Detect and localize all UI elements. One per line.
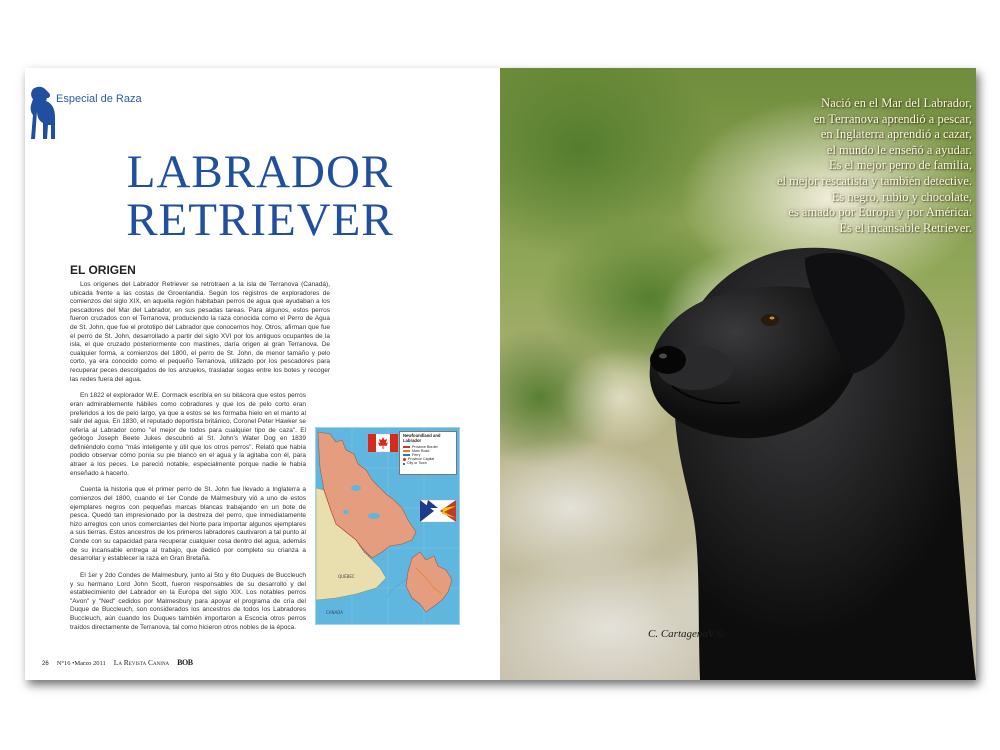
poem-line: Es el incansable Retriever. xyxy=(839,220,972,235)
poem-line: el mejor rescatista y también detective. xyxy=(776,173,972,188)
section-label: Especial de Raza xyxy=(56,93,142,105)
map-legend-title: Newfoundland and Labrador xyxy=(403,433,441,443)
photo-credit: C. CartagenaV.© xyxy=(648,628,725,640)
poem-line: Nació en el Mar del Labrador, xyxy=(821,96,972,110)
paragraph: Cuenta la historia que el primer perro de St. John fue llevado a Inglaterra a comienzos del 1800, cuando el 1er Conde de Malmesbury vió a uno de estos ejemplares negros con pequeñas marcas blancas trabajando en un bote de pesca. Quedó tan impresionado por la destreza del perro, que inmediatamente hizo arreglos con unos comerciantes del Norte para importar algunos ejemplares a sus tierras. Estos ancestros de los primeros labradores cautivaron a tal punto al Conde con su capacidad para recuperar cualquier cosa dentro del agua, además de su incansable entrega al trabajo, que dedicó por completo su crianza a desarrollar y establecer la raza en Gran Bretaña. xyxy=(70,486,306,563)
map-legend xyxy=(399,431,457,475)
issue-label: N°16 •Marzo 2011 xyxy=(56,660,106,667)
map-label-quebec: QUÉBEC xyxy=(338,574,355,579)
page-number: 26 xyxy=(42,661,49,667)
magazine-logo: BOB xyxy=(177,658,193,667)
map-label-canada: CANADA xyxy=(326,610,344,615)
poem-line: es amado por Europa y por América. xyxy=(788,205,972,220)
poem-line: en Inglaterra aprendió a cazar, xyxy=(820,127,972,142)
poem-line: en Terranova aprendió a pescar, xyxy=(813,111,972,126)
page-footer xyxy=(42,658,193,667)
poem-line: Es negro, rubio y chocolate, xyxy=(831,189,972,204)
title-line-1: LABRADOR xyxy=(126,146,394,198)
legend-item-label: Main Road xyxy=(412,448,430,453)
paragraph: En 1822 el explorador W.E. Cormack escribía en su bitácora que estos perros eran admirablemente hábiles como cobradores y que los de pelo corto eran preferidos a los de pelo largo, ya que a estos se les formaba hielo en el manto al salir del agua. En 1830, el reputado deportista británico, Coronel Peter Hawker se refería al Labrador como "el mejor de todos para cualquier tipo de caza". El geólogo Joseph Beete Jukes descubrió al St. John's Water Dog en 1839 definiéndolo como "más inteligente y útil que los otros perros". Relató que había podido observar cómo ponía su pie blanco en el agua y la agitaba con él, para atraer a los peces. Le pareció notable, especialmente porque nadie le había enseñado a hacerlo. xyxy=(70,392,306,477)
newfoundland-flag-icon xyxy=(420,500,456,522)
paragraph: El 1er y 2do Condes de Malmesbury, junto al 5to y 6to Duques de Buccleuch y su hermano Lord John Scott, fueron responsables de su desarrollo y del establecimiento del Labrador en la Europa del siglo XIX. Los notables perros "Avon" y "Ned" cedidos por Malmesbury para apoyar el programa de cría del Duque de Buccleuch, son considerados los ancestros de todos los Labradores Buccleuch, aún cuando los Duques también importaron a Escocia otros perros traídos directamente de Terranova, tal como hicieron otros nobles de la época. xyxy=(70,571,306,631)
magazine-spread xyxy=(25,68,976,680)
poem xyxy=(700,96,972,236)
legend-item-label: Province Capital xyxy=(408,457,435,462)
legend-item xyxy=(403,461,453,465)
legend-item-label: Province Border xyxy=(412,444,438,449)
newfoundland-map xyxy=(315,427,460,625)
paragraph: Los orígenes del Labrador Retriever se retrotraen a la isla de Terranova (Canadá), ubicada frente a las costas de Groenlandia. Según los registros de exploradores de comienzos del siglo XIX, en aquella región habitaban perros de agua que ayudaban a los pescadores del Mar del Labrador, en sus pesadas tareas. Para algunos, estos perros fueron cruzados con el Terranova, produciendo la raza conocida como el Perro de Agua de St. John, que fue el prototipo del Labrador que conocemos hoy. Otros, afirman que fue el perro de St. John, desarrollado a partir del siglo XVI por los antiguos ocupantes de la isla, el que cruzado posteriormente con mastines, daría origen al gran Terranova. De cualquier forma, a comienzos del 1800, el perro de St. John, de menor tamaño y pelo corto, ya era conocido como el pequeño Terranova, utilizado por los pescadores para recuperar peces descolgados de los anzuelos, trasladar sogas entre los botes y recoger las redes fuera del agua. xyxy=(70,281,330,383)
poem-line: Es el mejor perro de familia, xyxy=(829,158,972,173)
left-page xyxy=(25,68,500,680)
legend-item-label: Ferry xyxy=(412,453,421,457)
legend-item-label: City or Town xyxy=(407,461,427,466)
canada-flag-icon xyxy=(368,434,398,452)
section-subhead: EL ORIGEN xyxy=(70,263,136,277)
poem-line: el mundo le enseñó a ayudar. xyxy=(826,142,972,157)
retriever-silhouette-icon xyxy=(29,85,57,141)
magazine-name: La Revista Canina xyxy=(113,658,170,667)
article-body xyxy=(70,281,330,641)
right-page-photo xyxy=(500,68,976,680)
title-line-2: RETRIEVER xyxy=(126,194,394,246)
